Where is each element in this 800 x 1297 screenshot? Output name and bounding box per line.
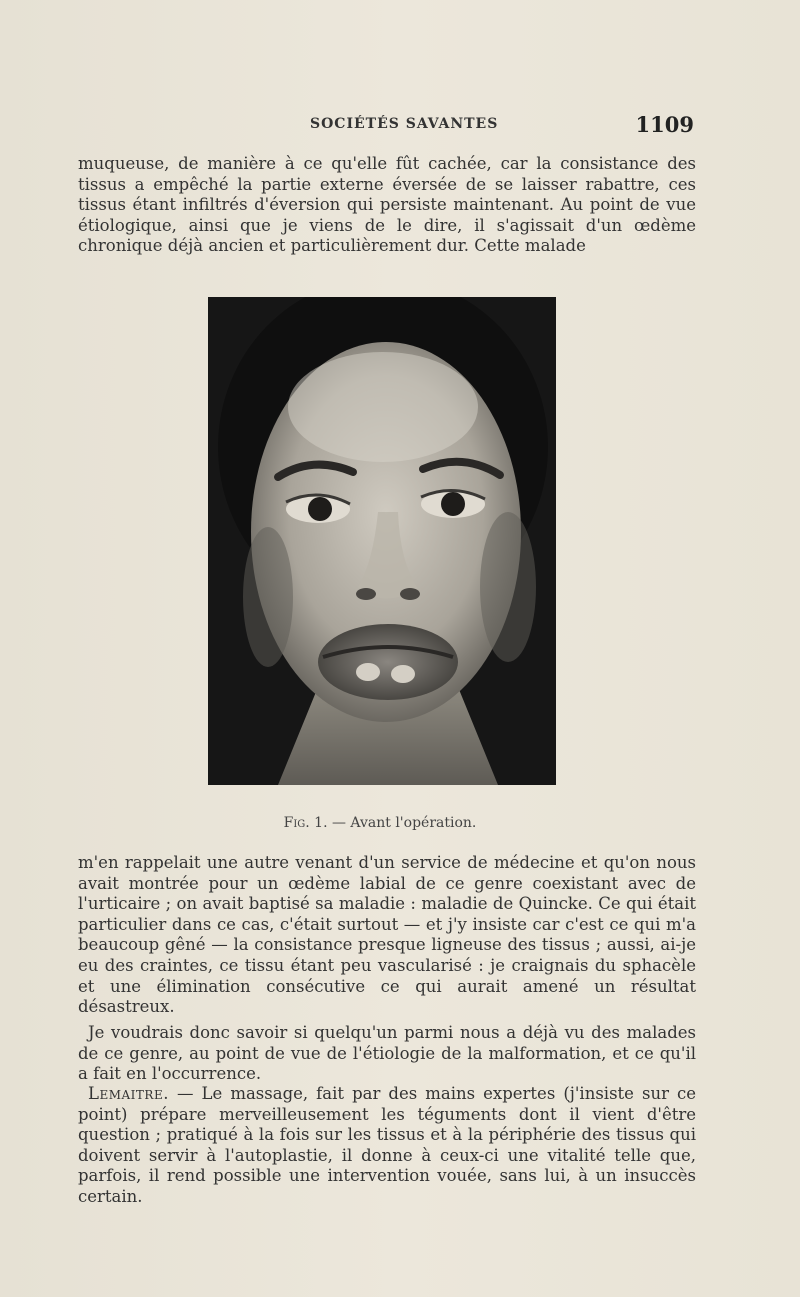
figure-label: Fig. 1. [283, 815, 328, 831]
speaker-text: — Le massage, fait par des mains expertes (j'insiste sur ce point) prépare merveilleusement les téguments dont il vient d'être question ; pratiqué à la fois sur les tissus et à la périphérie des tissus qui doivent servir à l'autoplastie, il donne à ceux-ci une vitalité telle que, parfois, il rend possible une intervention vouée, sans lui, à un insuccès certain. [78, 1084, 696, 1206]
speaker-name: Lemaitre. [88, 1084, 169, 1103]
running-head: SOCIÉTÉS SAVANTES [310, 116, 499, 132]
page-number: 1109 [635, 112, 694, 137]
patient-photograph [208, 297, 556, 785]
paragraph-top: muqueuse, de manière à ce qu'elle fût cachée, car la consistance des tissus a empêché la partie externe éversée de se laisser rabattre, ces tissus étant infiltrés d'éversion qui persiste maintenant. Au point de vue étiologique, ainsi que je viens de le dire, il s'agissait d'un œdème chronique déjà ancien et particulièrement dur. Cette malade [78, 154, 696, 256]
paragraph-after-figure: m'en rappelait une autre venant d'un service de médecine et qu'on nous avait montrée pour un œdème labial de ce genre coexistant avec de l'urticaire ; on avait baptisé sa maladie : maladie de Quincke. Ce qui était particulier dans ce cas, c'était surtout — et j'y insiste car c'est ce qui m'a beaucoup gêné — la consistance presque ligneuse des tissus ; aussi, ai-je eu des craintes, ce tissu étant peu vascularisé : je craignais du sphacèle et une élimination consécutive ce qui aurait amené un résultat désastreux. [78, 853, 696, 1017]
figure-caption-text: — Avant l'opération. [327, 815, 477, 831]
figure-caption [0, 815, 760, 831]
paragraph-question: Je voudrais donc savoir si quelqu'un parmi nous a déjà vu des malades de ce genre, au point de vue de l'étiologie de la malformation, et ce qu'il a fait en l'occurrence. [78, 1023, 696, 1084]
page-header [0, 112, 800, 136]
paragraph-lemaitre [78, 1084, 696, 1208]
portrait-drawing [208, 297, 556, 785]
